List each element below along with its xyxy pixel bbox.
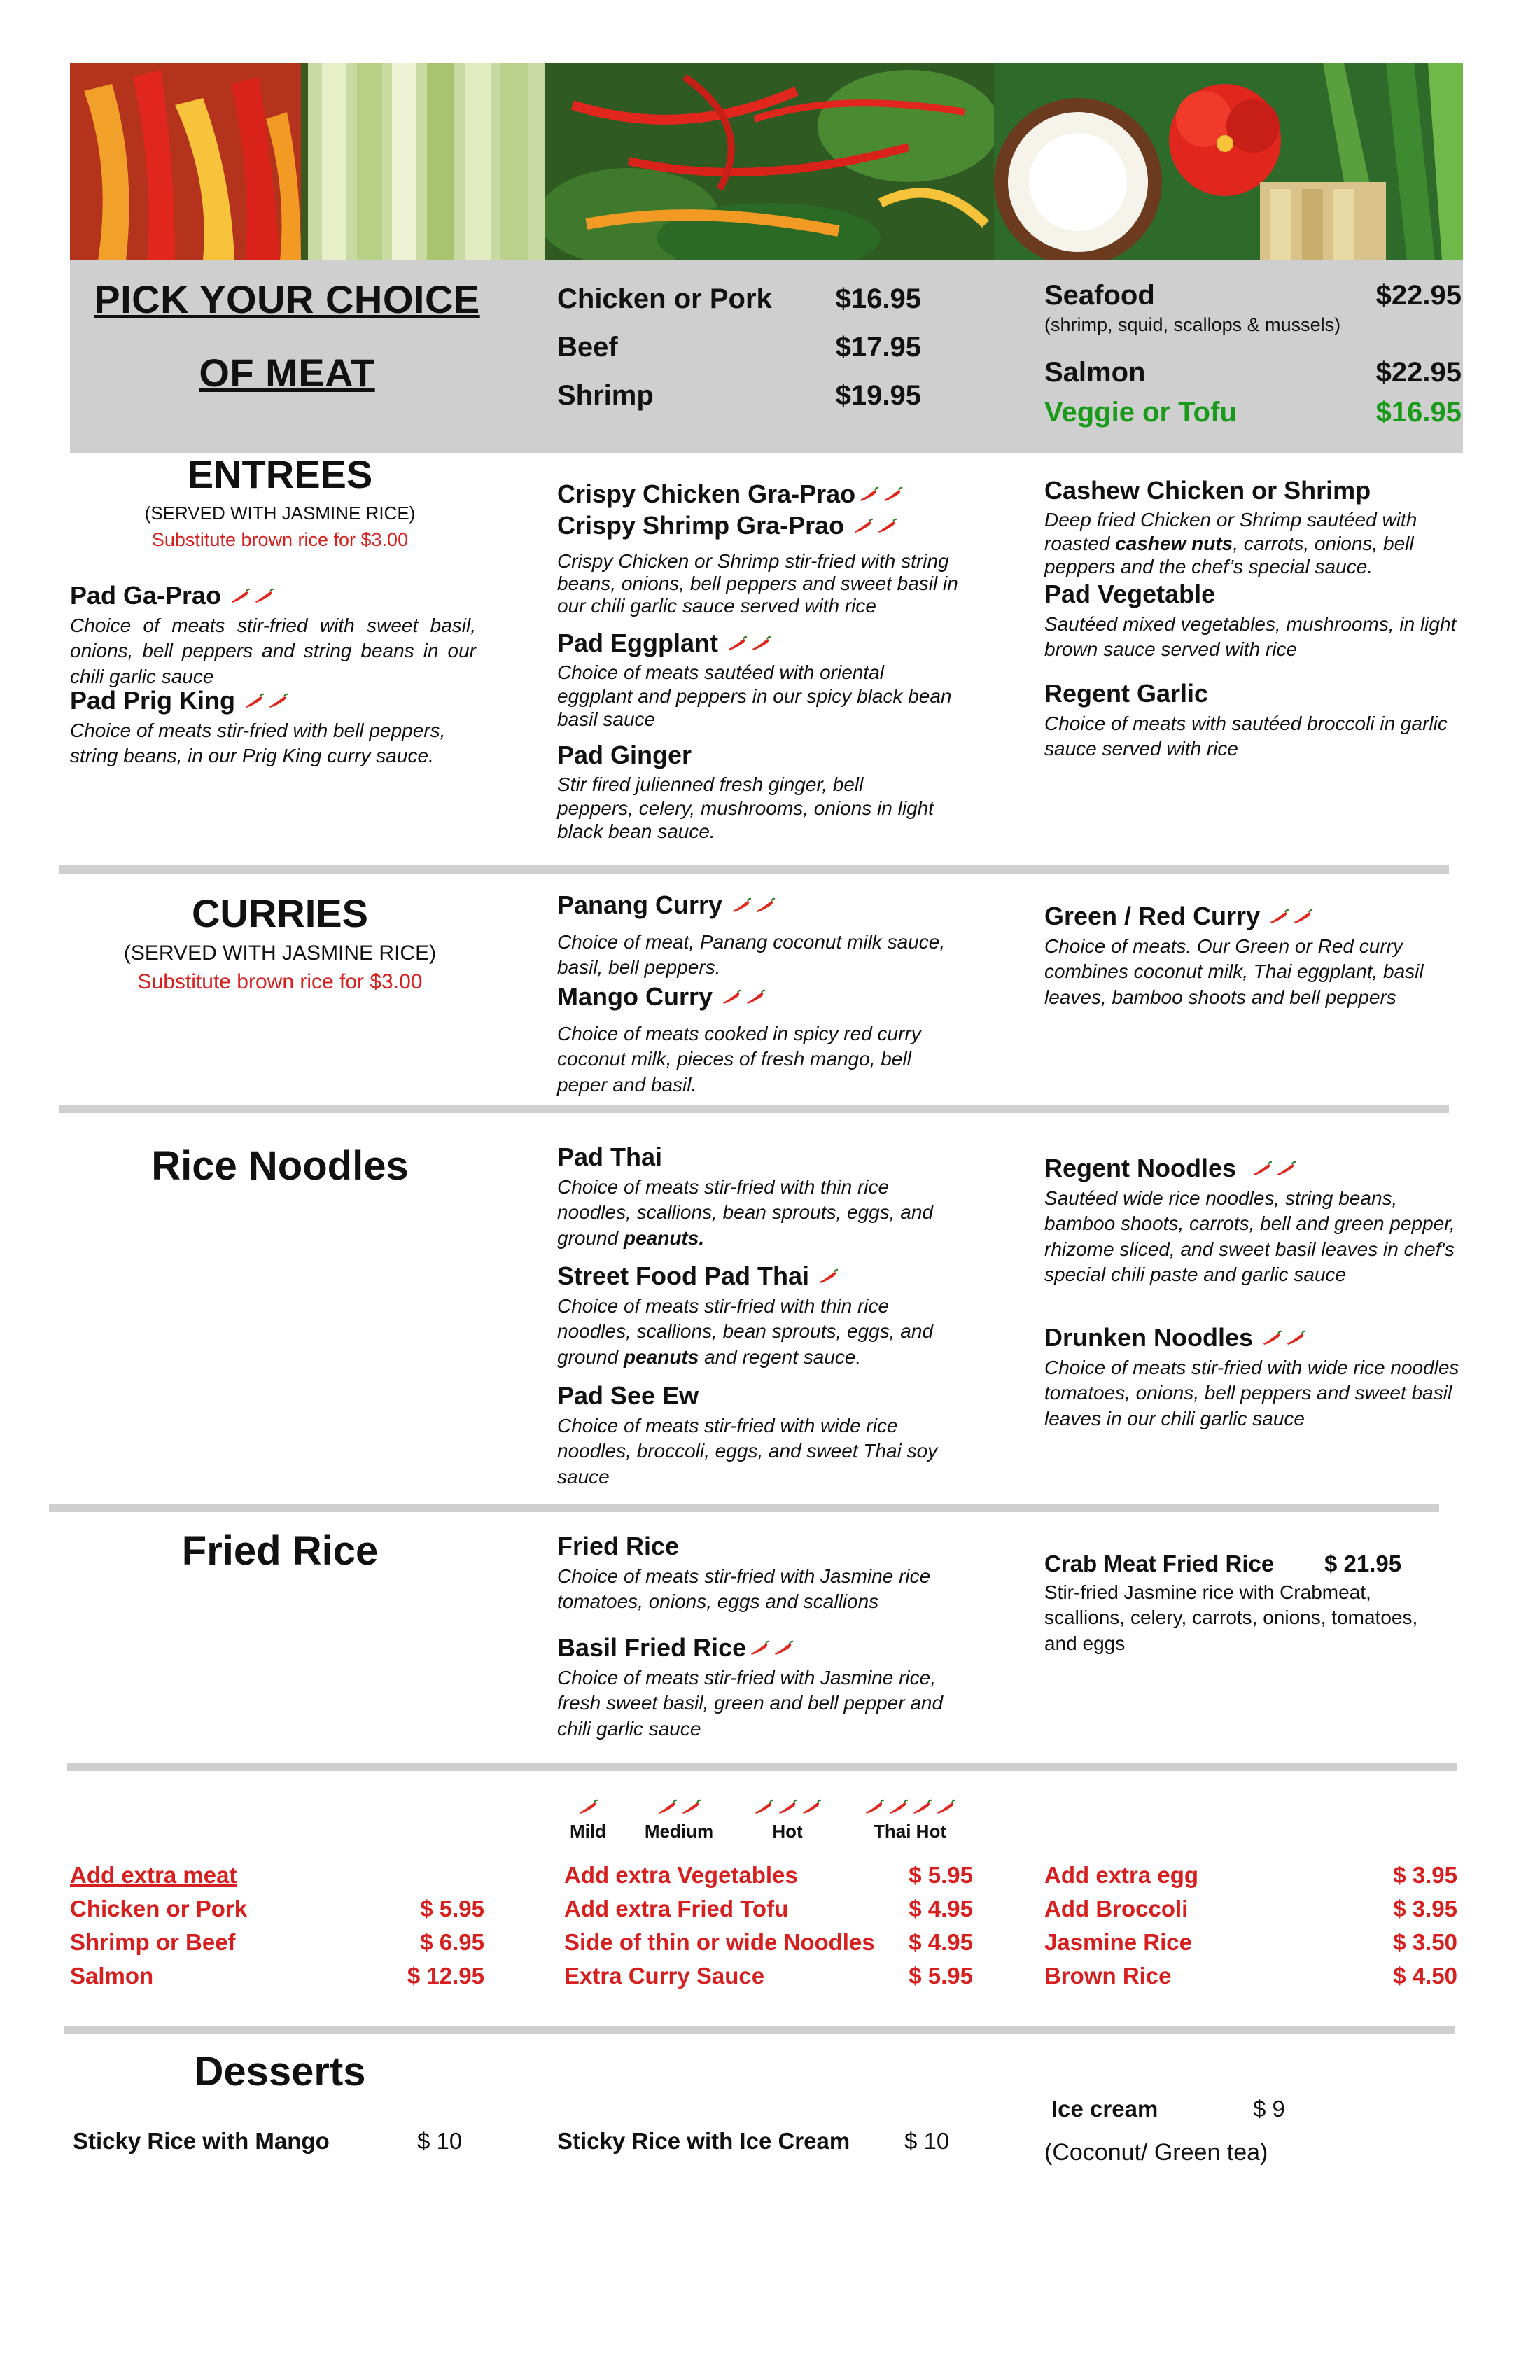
addon-name: Add Broccoli: [1044, 1896, 1189, 1921]
heat-peppers: [753, 1799, 822, 1814]
chili-pepper-icon: [1285, 1330, 1306, 1345]
addon-price: $ 5.95: [420, 1896, 484, 1921]
item-name: Pad Prig King: [70, 686, 236, 715]
meat-name: Seafood: [1044, 280, 1155, 311]
dessert-price: $ 10: [417, 2128, 463, 2154]
menu-item: [1044, 902, 1457, 1010]
chili-pepper-icon: [657, 1799, 678, 1814]
chili-pepper-icon: [853, 518, 874, 533]
chili-pepper-icon: [911, 1799, 932, 1814]
price-row: [557, 332, 921, 363]
menu-item: [1044, 580, 1457, 663]
section-divider: [59, 865, 1449, 874]
dessert-name: Sticky Rice with Mango: [73, 2128, 330, 2154]
item-price: $ 21.95: [1324, 1550, 1402, 1576]
chili-pepper-icon: [750, 636, 771, 651]
item-name: Regent Garlic: [1044, 679, 1209, 708]
item-name: Green / Red Curry: [1044, 902, 1261, 930]
menu-item: [70, 581, 476, 690]
item-name: Basil Fried Rice: [557, 1633, 747, 1662]
desc-bold: peanuts: [623, 1345, 699, 1368]
entrees-title: ENTREES: [187, 452, 373, 496]
heat-peppers: [818, 1268, 839, 1284]
heat-peppers: [853, 518, 897, 533]
price-row-veggie: [1044, 397, 1462, 428]
item-desc: Choice of meat, Panang coconut milk sauce, basil, bell peppers.: [557, 931, 946, 979]
addon-name: Add extra egg: [1044, 1862, 1199, 1888]
heat-label: Hot: [772, 1821, 803, 1842]
addon-row: [1044, 1862, 1457, 1889]
item-name: Crispy Chicken Gra-Prao: [557, 479, 856, 508]
addon-name: Brown Rice: [1044, 1963, 1172, 1989]
addon-price: $ 4.50: [1393, 1963, 1457, 1989]
heat-peppers: [1261, 1330, 1306, 1345]
chili-pepper-icon: [888, 1799, 909, 1814]
item-desc: Choice of meats with sautéed broccoli in garlic sauce served with rice: [1044, 713, 1448, 760]
chili-pepper-icon: [230, 588, 251, 603]
item-name: Cashew Chicken or Shrimp: [1044, 476, 1371, 505]
item-desc: [557, 1175, 963, 1251]
item-name: Fried Rice: [557, 1532, 680, 1560]
item-desc: Stir-fried Jasmine rice with Crabmeat, scallions, celery, carrots, onions, tomatoes, and eggs: [1044, 1581, 1418, 1654]
chili-pepper-icon: [244, 693, 265, 708]
item-desc: Sautéed wide rice noodles, string beans, bamboo shoots, carrots, bell and green pepper, rhizome sliced, and sweet basil leaves in chef's special chili paste and garlic sauce: [1044, 1187, 1455, 1286]
addon-row: [70, 1929, 484, 1956]
menu-item: [557, 1261, 963, 1370]
desc-text: Choice of meats stir-fried with thin rice noodles, scallions, bean sprouts, eggs, and ground: [557, 1295, 934, 1368]
item-desc: Choice of meats stir-fried with sweet basil, onions, bell peppers and string beans in our chili garlic sauce: [70, 615, 476, 687]
chili-pepper-icon: [801, 1799, 822, 1814]
pick-meat-title-line1: PICK YOUR CHOICE: [94, 277, 480, 321]
chili-pepper-icon: [864, 1799, 885, 1814]
price-row: [557, 284, 921, 315]
item-name: Pad See Ew: [557, 1381, 699, 1410]
addon-price: $ 4.95: [909, 1896, 973, 1921]
item-name: Crispy Shrimp Gra-Prao: [557, 511, 845, 540]
addon-row: [70, 1963, 484, 1989]
heat-label: Mild: [570, 1821, 606, 1842]
desc-text: Choice of meats stir-fried with thin rice noodles, scallions, bean sprouts, eggs, and ground: [557, 1176, 934, 1249]
addon-name: Salmon: [70, 1963, 154, 1989]
item-desc: Choice of meats stir-fried with wide rice noodles, broccoli, eggs, and sweet Thai soy sauce: [557, 1415, 938, 1488]
menu-item: [70, 686, 490, 769]
chili-pepper-icon: [1268, 909, 1289, 924]
meat-name: Beef: [557, 332, 618, 363]
item-desc: Choice of meats stir-fried with Jasmine rice tomatoes, onions, eggs and scallions: [557, 1565, 931, 1613]
meat-price: $22.95: [1376, 280, 1462, 311]
section-divider: [49, 1504, 1439, 1512]
item-name: Drunken Noodles: [1044, 1323, 1254, 1352]
addon-row: [1044, 1929, 1457, 1956]
chili-pepper-icon: [882, 486, 903, 502]
heat-peppers: [731, 897, 776, 913]
section-divider: [59, 1105, 1449, 1113]
item-desc: [557, 1294, 963, 1370]
item-desc: Choice of meats stir-fried with bell peppers, string beans, in our Prig King curry sauce.: [70, 720, 446, 767]
addon-row: [70, 1896, 484, 1922]
section-divider: [67, 1763, 1457, 1771]
addon-name: Side of thin or wide Noodles: [564, 1929, 875, 1955]
chili-pepper-icon: [858, 486, 879, 502]
item-desc: Choice of meats cooked in spicy red curry coconut milk, pieces of fresh mango, bell peper and basil.: [557, 1023, 921, 1096]
heat-peppers: [244, 693, 288, 708]
heat-label: Medium: [644, 1821, 714, 1842]
heat-peppers: [230, 588, 274, 603]
heat-peppers: [749, 1640, 794, 1656]
addon-price: $ 4.95: [909, 1929, 973, 1955]
menu-item: [557, 511, 991, 618]
seafood-note: (shrimp, squid, scallops & mussels): [1044, 314, 1341, 335]
meat-price: $16.95: [835, 284, 921, 314]
addon-name: Jasmine Rice: [1044, 1929, 1192, 1955]
heat-level-medium: [630, 1799, 728, 1842]
desc-text: and regent sauce.: [699, 1345, 862, 1368]
dessert-price: $ 9: [1253, 2096, 1285, 2122]
item-desc: Stir fired julienned fresh ginger, bell peppers, celery, mushrooms, onions in light black bean sauce.: [557, 774, 934, 843]
fried-rice-title: Fried Rice: [181, 1528, 379, 1574]
heat-label: Thai Hot: [874, 1821, 946, 1842]
dessert-price: $ 10: [904, 2128, 950, 2154]
chili-pepper-icon: [253, 588, 274, 603]
chili-pepper-icon: [876, 518, 897, 533]
addons-extras: [1044, 1862, 1457, 1996]
chili-pepper-icon: [1275, 1161, 1296, 1176]
dessert-name: Ice cream: [1051, 2096, 1158, 2122]
entrees-served: (SERVED WITH JASMINE RICE): [144, 503, 416, 524]
menu-item: [557, 982, 963, 1098]
heat-level-thai-hot: [854, 1799, 966, 1842]
price-row: [557, 380, 921, 412]
item-name: Crab Meat Fried Rice: [1044, 1550, 1275, 1576]
meat-name: Salmon: [1044, 357, 1146, 388]
entrees-substitute: Substitute brown rice for $3.00: [151, 529, 409, 550]
chili-pepper-icon: [267, 693, 288, 708]
addons-meat: [70, 1862, 484, 1996]
curries-served: (SERVED WITH JASMINE RICE): [123, 941, 437, 965]
menu-item: [557, 1381, 977, 1490]
heat-level-hot: [742, 1799, 833, 1842]
heat-peppers: [1252, 1161, 1296, 1176]
meat-price-list: [557, 284, 921, 412]
menu-item: [557, 479, 991, 509]
chili-pepper-icon: [753, 1799, 774, 1814]
addon-name: Shrimp or Beef: [70, 1929, 236, 1955]
section-divider: [64, 2026, 1455, 2034]
addon-name: Extra Curry Sauce: [564, 1963, 765, 1989]
meat-name: Chicken or Pork: [557, 284, 772, 314]
noodles-title: Rice Noodles: [151, 1143, 409, 1189]
menu-item: [1044, 1154, 1464, 1288]
seafood-price-list: [1044, 280, 1462, 428]
addons-sides: [564, 1862, 973, 1996]
desc-text: , carrots, onions, bell peppers and the chef’s special sauce.: [1044, 532, 1414, 578]
addon-name: Chicken or Pork: [70, 1896, 248, 1921]
chili-pepper-icon: [578, 1799, 598, 1814]
addon-name: Add extra Vegetables: [564, 1862, 798, 1888]
curries-title: CURRIES: [191, 891, 369, 935]
addon-row: [564, 1963, 973, 1989]
item-name: Regent Noodles: [1044, 1154, 1237, 1182]
heat-peppers: [858, 486, 903, 502]
meat-price: $17.95: [835, 332, 921, 363]
item-name: Mango Curry: [557, 982, 713, 1011]
pick-meat-title-line2: OF MEAT: [199, 351, 375, 395]
item-name: Pad Ga-Prao: [70, 581, 222, 610]
addon-price: $ 3.95: [1393, 1896, 1457, 1921]
chili-pepper-icon: [745, 989, 766, 1004]
menu-item: [1044, 1323, 1464, 1432]
desc-bold: cashew nuts: [1115, 532, 1233, 554]
dessert-note: (Coconut/ Green tea): [1044, 2139, 1268, 2166]
chili-pepper-icon: [818, 1268, 839, 1284]
chili-pepper-icon: [777, 1799, 798, 1814]
chili-pepper-icon: [727, 636, 748, 651]
menu-item: [557, 741, 935, 844]
price-row: [1044, 280, 1462, 312]
addon-row: [564, 1929, 973, 1956]
dessert-item: [1051, 2096, 1401, 2131]
item-name: Street Food Pad Thai: [557, 1261, 810, 1290]
desserts-title: Desserts: [194, 2049, 366, 2094]
curries-substitute: Substitute brown rice for $3.00: [137, 970, 423, 993]
menu-item: [557, 1142, 963, 1251]
chili-pepper-icon: [749, 1640, 770, 1656]
heat-level-mild: [560, 1799, 616, 1842]
menu-item: [1044, 1550, 1450, 1656]
menu-item: [557, 1532, 963, 1615]
menu-item: [1044, 476, 1457, 579]
item-name: Panang Curry: [557, 890, 723, 919]
addon-name: Add extra Fried Tofu: [564, 1896, 789, 1921]
chili-pepper-icon: [731, 897, 752, 913]
chili-pepper-icon: [1252, 1161, 1273, 1176]
addon-price: $ 12.95: [407, 1963, 484, 1989]
chili-basil-photo: [545, 63, 994, 260]
chili-pepper-icon: [680, 1799, 701, 1814]
heat-legend: [560, 1799, 980, 1848]
menu-item: [557, 890, 949, 981]
item-desc: Sautéed mixed vegetables, mushrooms, in light brown sauce served with rice: [1044, 613, 1457, 661]
addon-row: [1044, 1963, 1457, 1989]
dessert-item: [73, 2128, 507, 2163]
item-name: Pad Ginger: [557, 741, 692, 769]
chili-pepper-icon: [721, 989, 742, 1004]
item-name: Pad Vegetable: [1044, 580, 1216, 608]
heat-peppers: [721, 989, 766, 1004]
price-row: [1044, 357, 1462, 388]
addon-row: [564, 1862, 973, 1889]
meat-price: $16.95: [1376, 397, 1462, 428]
addon-price: $ 6.95: [420, 1929, 484, 1955]
heat-peppers: [727, 636, 771, 651]
coconut-hibiscus-photo: [994, 63, 1463, 260]
meat-price: $22.95: [1376, 357, 1462, 388]
chili-pepper-icon: [755, 897, 776, 913]
item-desc: Choice of meats sautéed with oriental eggplant and peppers in our spicy black bean basil sauce: [557, 662, 952, 731]
addon-price: $ 3.50: [1393, 1929, 1457, 1955]
item-desc: Choice of meats. Our Green or Red curry combines coconut milk, Thai eggplant, basil leaves, bamboo shoots and bell peppers: [1044, 935, 1424, 1008]
heat-peppers: [657, 1799, 701, 1814]
chili-pepper-icon: [773, 1640, 794, 1656]
addon-row: [564, 1896, 973, 1922]
item-name: Pad Eggplant: [557, 629, 719, 657]
peppers-lemongrass-photo: [70, 63, 545, 260]
meat-name: Veggie or Tofu: [1044, 397, 1237, 428]
meat-price: $19.95: [835, 380, 921, 411]
item-desc: Crispy Chicken or Shrimp stir-fried with string beans, onions, bell peppers and sweet basil in our chili garlic sauce served with rice: [557, 550, 958, 617]
heat-peppers: [1268, 909, 1313, 924]
dessert-name: Sticky Rice with Ice Cream: [557, 2128, 850, 2154]
dessert-item: [557, 2128, 977, 2163]
chili-pepper-icon: [1292, 909, 1313, 924]
menu-item: [557, 629, 963, 732]
addon-row: [1044, 1896, 1457, 1922]
addons-header: Add extra meat: [70, 1862, 237, 1888]
chili-pepper-icon: [1261, 1330, 1282, 1345]
heat-peppers: [864, 1799, 956, 1814]
item-desc: [1044, 508, 1457, 579]
addon-price: $ 5.95: [909, 1862, 973, 1888]
desc-bold: peanuts.: [623, 1226, 705, 1249]
item-name: Pad Thai: [557, 1142, 663, 1171]
menu-item: [1044, 679, 1457, 762]
chili-pepper-icon: [935, 1799, 956, 1814]
heat-peppers: [578, 1799, 598, 1814]
menu-item: [557, 1633, 963, 1742]
item-desc: Choice of meats stir-fried with wide rice noodles tomatoes, onions, bell peppers and sweet basil leaves in our chili garlic sauce: [1044, 1357, 1460, 1429]
item-desc: Choice of meats stir-fried with Jasmine rice, fresh sweet basil, green and bell pepper and chili garlic sauce: [557, 1667, 944, 1740]
meat-name: Shrimp: [557, 380, 654, 411]
addon-price: $ 5.95: [909, 1963, 973, 1989]
desc-text: Deep fried Chicken or Shrimp sautéed with roasted: [1044, 509, 1418, 554]
addon-price: $ 3.95: [1393, 1862, 1457, 1888]
